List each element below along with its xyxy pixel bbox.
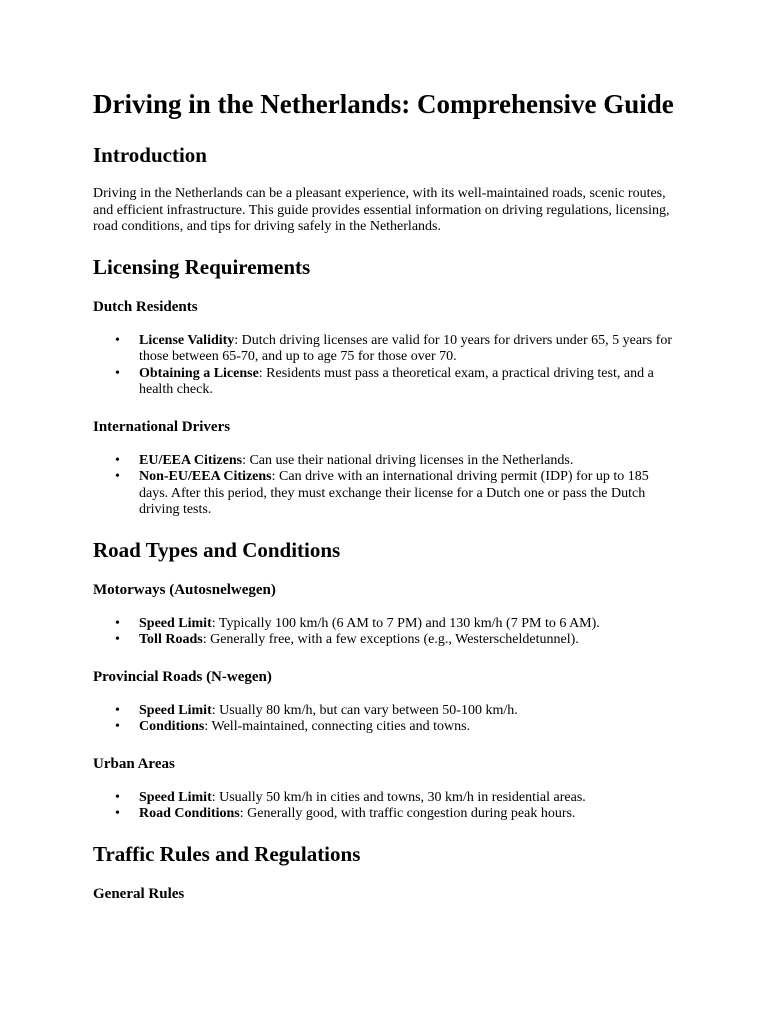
list-item [93, 806, 676, 823]
motorways-list [93, 616, 676, 649]
list-item-desc: : Dutch driving licenses are valid for 10 years for drivers under 65, 5 years for those between 65-70, and up to age 75 for those over 70. [139, 332, 673, 364]
list-item-term: Conditions [139, 719, 205, 734]
provincial-roads-heading: Provincial Roads (N-wegen) [93, 668, 272, 685]
list-item [93, 719, 676, 736]
document-title: Driving in the Netherlands: Comprehensive Guide [93, 89, 674, 119]
bullet-icon: • [115, 719, 120, 734]
list-item-term: Non-EU/EEA Citizens [139, 469, 272, 484]
list-item [93, 453, 676, 470]
dutch-residents-list [93, 333, 676, 399]
international-drivers-list [93, 453, 676, 519]
list-item [93, 632, 676, 649]
list-item-desc: : Can drive with an international driving permit (IDP) for up to 185 days. After this period, they must exchange their license for a Dutch one or pass the Dutch driving tests. [139, 469, 649, 517]
international-drivers-heading: International Drivers [93, 418, 231, 435]
list-item-term: Speed Limit [139, 615, 212, 631]
dutch-residents-heading: Dutch Residents [93, 298, 198, 315]
list-item [93, 333, 676, 366]
urban-areas-list [93, 790, 676, 823]
list-item-term: EU/EEA Citizens [139, 452, 243, 468]
licensing-heading: Licensing Requirements [93, 254, 311, 279]
list-item-desc: : Usually 50 km/h in cities and towns, 30 km/h in residential areas. [211, 789, 586, 805]
list-item-term: Speed Limit [139, 789, 212, 805]
list-item [93, 366, 676, 399]
bullet-icon: • [115, 452, 120, 468]
list-item-term: Speed Limit [139, 702, 212, 718]
road-types-heading: Road Types and Conditions [93, 537, 341, 562]
list-item-desc: : Can use their national driving licenses in the Netherlands. [242, 452, 574, 468]
bullet-icon: • [115, 332, 120, 348]
list-item-term: Road Conditions [139, 806, 240, 821]
provincial-roads-list [93, 703, 676, 736]
bullet-icon: • [115, 365, 120, 381]
list-item-desc: : Typically 100 km/h (6 AM to 7 PM) and 130 km/h (7 PM to 6 AM). [211, 615, 600, 631]
general-rules-heading: General Rules [93, 885, 185, 902]
bullet-icon: • [115, 469, 120, 484]
bullet-icon: • [115, 789, 120, 805]
list-item-term: License Validity [139, 332, 235, 348]
list-item [93, 790, 676, 807]
introduction-heading: Introduction [93, 143, 207, 167]
list-item-desc: : Usually 80 km/h, but can vary between 50-100 km/h. [211, 702, 518, 718]
list-item-desc: : Well-maintained, connecting cities and towns. [204, 719, 471, 734]
list-item [93, 703, 676, 720]
list-item-desc: : Residents must pass a theoretical exam, a practical driving test, and a health check. [139, 365, 654, 397]
bullet-icon: • [115, 702, 120, 718]
list-item-term: Toll Roads [139, 632, 203, 647]
bullet-icon: • [115, 615, 120, 631]
list-item-desc: : Generally good, with traffic congestion during peak hours. [239, 806, 576, 821]
list-item-term: Obtaining a License [139, 365, 259, 381]
introduction-paragraph: Driving in the Netherlands can be a pleasant experience, with its well-maintained roads, scenic routes, and efficient infrastructure. This guide provides essential information on driving regulations, licensing, road conditions, and tips for driving safely in the Netherlands. [93, 186, 670, 234]
urban-areas-heading: Urban Areas [93, 755, 175, 772]
list-item-desc: : Generally free, with a few exceptions (e.g., Westerscheldetunnel). [202, 632, 579, 647]
traffic-rules-heading: Traffic Rules and Regulations [93, 841, 361, 866]
list-item [93, 616, 676, 633]
motorways-heading: Motorways (Autosnelwegen) [93, 581, 276, 598]
list-item [93, 469, 676, 519]
bullet-icon: • [115, 806, 120, 821]
bullet-icon: • [115, 632, 120, 647]
